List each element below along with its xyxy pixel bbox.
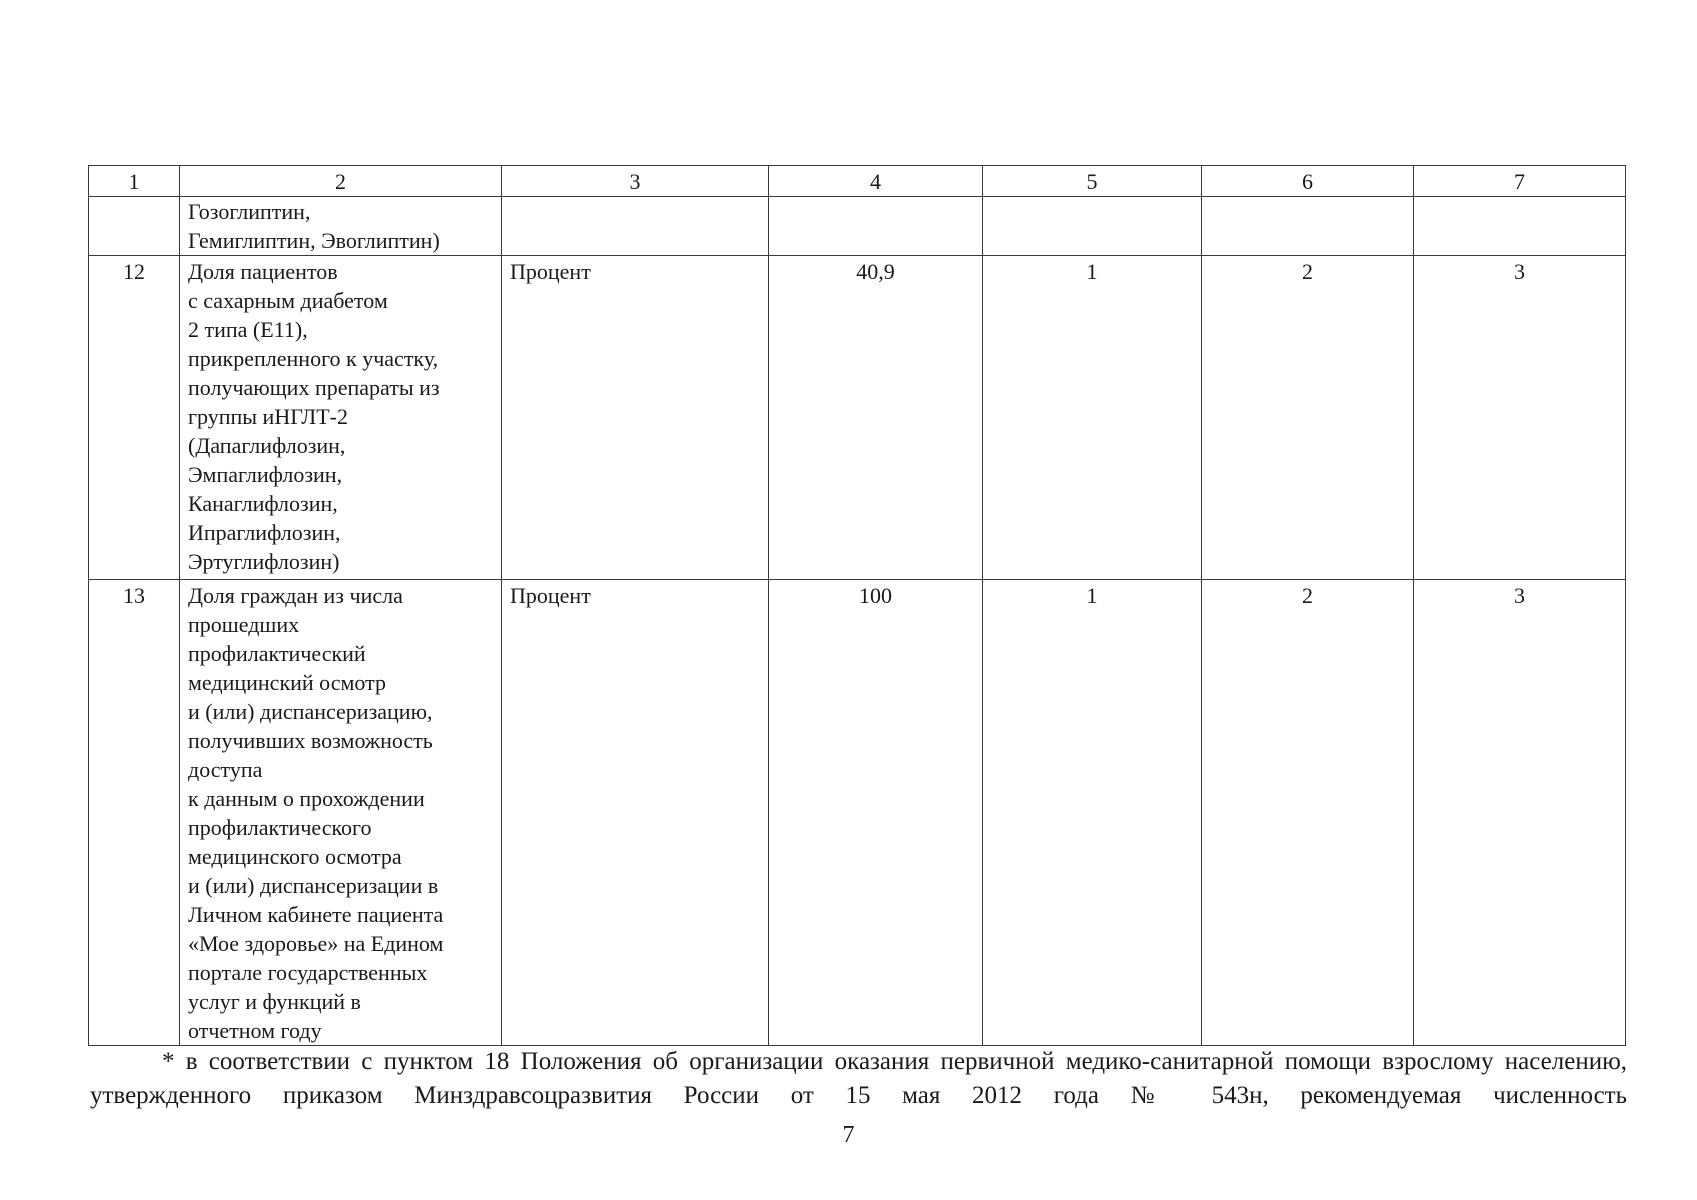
header-cell: 3 bbox=[502, 166, 769, 197]
table-header-row bbox=[89, 166, 1626, 197]
row-number: 13 bbox=[89, 580, 180, 1046]
value-cell: 2 bbox=[1202, 256, 1414, 580]
header-cell: 4 bbox=[769, 166, 983, 197]
unit-cell: Процент bbox=[502, 256, 769, 580]
table-row bbox=[89, 580, 1626, 1046]
value-cell: 40,9 bbox=[769, 256, 983, 580]
page-number: 7 bbox=[842, 1122, 855, 1148]
value-cell: 3 bbox=[1414, 256, 1626, 580]
row-number bbox=[89, 197, 180, 256]
value-cell: 1 bbox=[983, 580, 1202, 1046]
value-cell: 2 bbox=[1202, 580, 1414, 1046]
header-cell: 6 bbox=[1202, 166, 1414, 197]
value-cell bbox=[983, 197, 1202, 256]
indicator-name: Доля граждан из числа прошедших профилактический медицинский осмотр и (или) диспансеризацию, получивших возможность доступа к данным о прохождении профилактического медицинского осмотра и (или) диспансеризации в Личном кабинете пациента «Мое здоровье» на Едином портале государственных услуг и функций в отчетном году bbox=[180, 580, 502, 1046]
table-row bbox=[89, 197, 1626, 256]
row-number: 12 bbox=[89, 256, 180, 580]
value-cell bbox=[1414, 197, 1626, 256]
value-cell bbox=[769, 197, 983, 256]
value-cell: 100 bbox=[769, 580, 983, 1046]
table-row bbox=[89, 256, 1626, 580]
unit-cell: Процент bbox=[502, 580, 769, 1046]
unit-cell bbox=[502, 197, 769, 256]
header-cell: 2 bbox=[180, 166, 502, 197]
value-cell bbox=[1202, 197, 1414, 256]
header-cell: 7 bbox=[1414, 166, 1626, 197]
indicator-name: Доля пациентов с сахарным диабетом 2 типа (Е11), прикрепленного к участку, получающих препараты из группы иНГЛТ-2 (Дапаглифлозин, Эмпаглифлозин, Канаглифлозин, Ипраглифлозин, Эртуглифлозин) bbox=[180, 256, 502, 580]
indicator-name: Гозоглиптин, Гемиглиптин, Эвоглиптин) bbox=[180, 197, 502, 256]
header-cell: 5 bbox=[983, 166, 1202, 197]
value-cell: 1 bbox=[983, 256, 1202, 580]
header-cell: 1 bbox=[89, 166, 180, 197]
footnote-text: * в соответствии с пунктом 18 Положения об организации оказания первичной медико-санитарной помощи взрослому населению, утвержденного приказом Минздравсоцразвития России от 15 мая 2012 года № 543н, рекомендуемая численность bbox=[90, 1048, 1627, 1109]
indicators-table bbox=[88, 165, 1626, 1046]
value-cell: 3 bbox=[1414, 580, 1626, 1046]
